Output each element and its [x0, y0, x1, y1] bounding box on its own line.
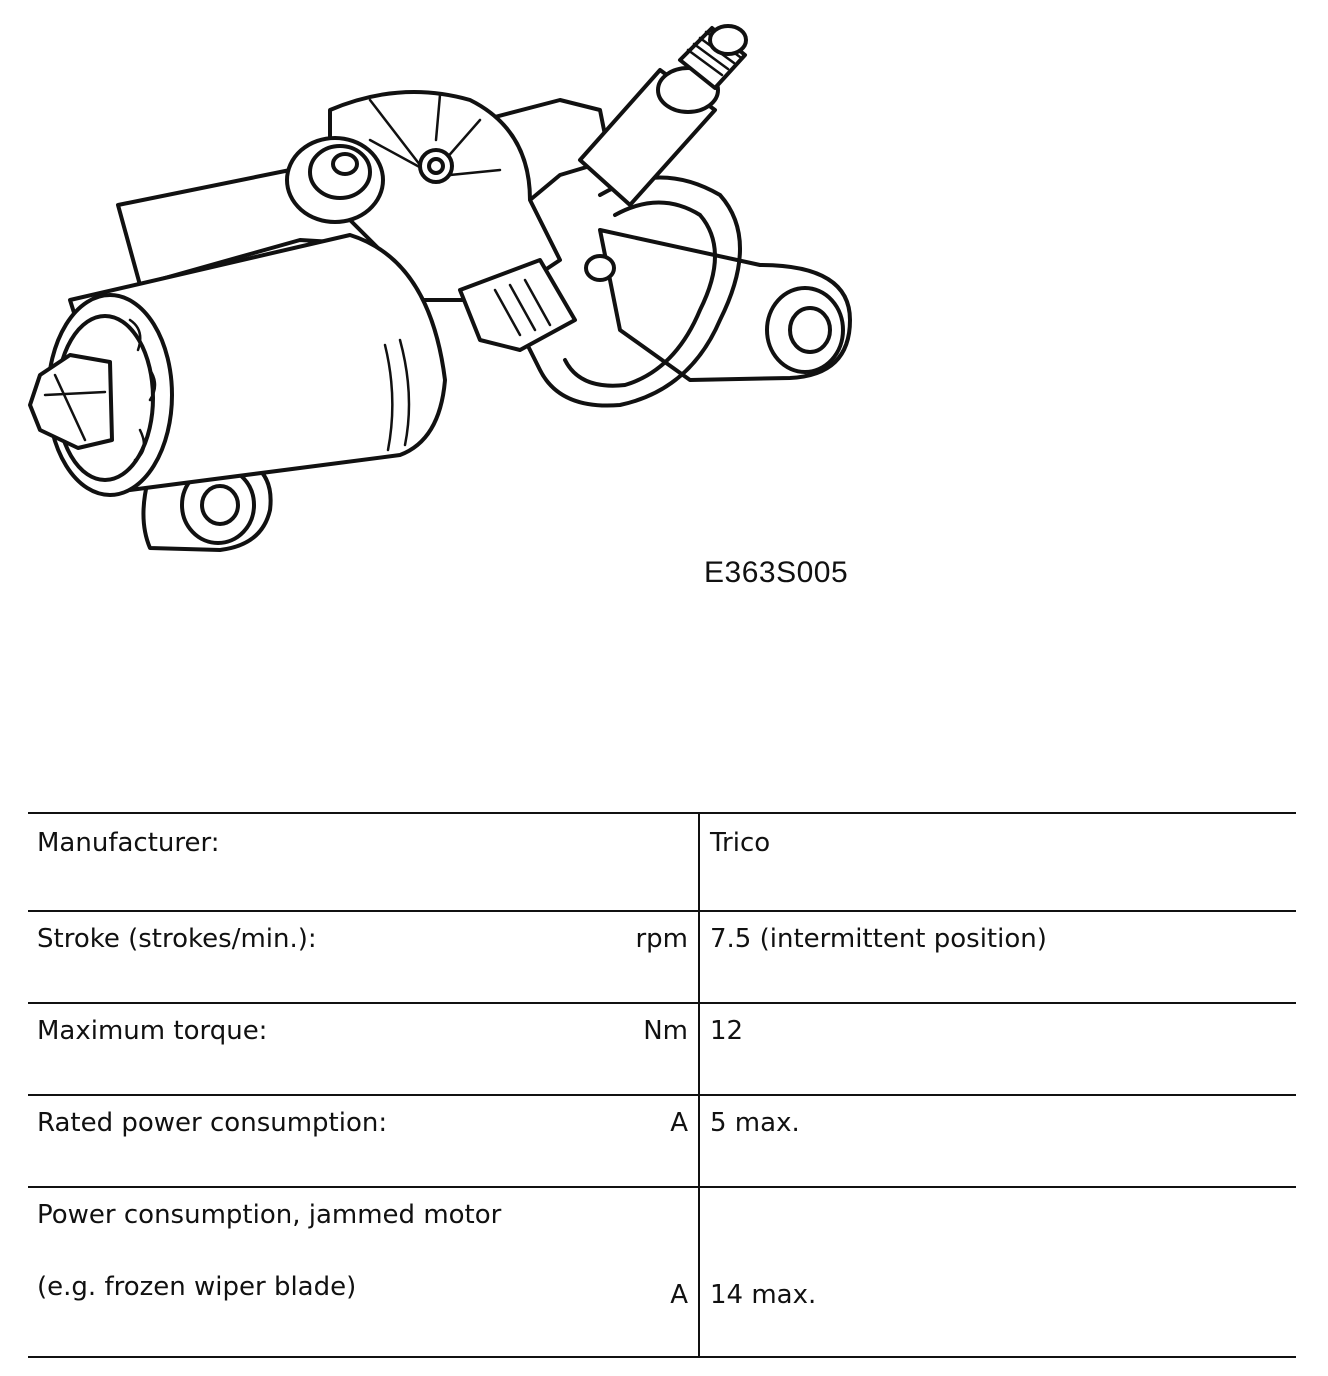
- spec-row-stroke: [28, 910, 1296, 1002]
- spec-label: Stroke (strokes/min.):: [37, 924, 317, 954]
- spec-unit: rpm: [635, 924, 688, 954]
- wiper-motor-figure: [0, 0, 880, 620]
- spec-table: [28, 812, 1296, 1358]
- spec-row-jammed-power: [28, 1186, 1296, 1358]
- spec-value: 12: [710, 1016, 744, 1046]
- figure-code: E363S005: [704, 556, 849, 589]
- spec-value: 5 max.: [710, 1108, 800, 1138]
- spec-value: 7.5 (intermittent position): [710, 924, 1047, 954]
- spec-label-line2: (e.g. frozen wiper blade): [37, 1272, 357, 1302]
- spec-label: Power consumption, jammed motor: [37, 1200, 502, 1230]
- wiper-motor-illustration: [0, 0, 880, 620]
- spec-row-manufacturer: [28, 812, 1296, 910]
- spec-label: Maximum torque:: [37, 1016, 268, 1046]
- spec-unit: Nm: [643, 1016, 688, 1046]
- spec-unit: A: [670, 1280, 688, 1310]
- spec-value: Trico: [710, 828, 771, 858]
- spec-label: Manufacturer:: [37, 828, 220, 858]
- spec-unit: A: [670, 1108, 688, 1138]
- spec-value: 14 max.: [710, 1280, 817, 1310]
- spec-label: Rated power consumption:: [37, 1108, 388, 1138]
- spec-row-rated-power: [28, 1094, 1296, 1186]
- spec-row-torque: [28, 1002, 1296, 1094]
